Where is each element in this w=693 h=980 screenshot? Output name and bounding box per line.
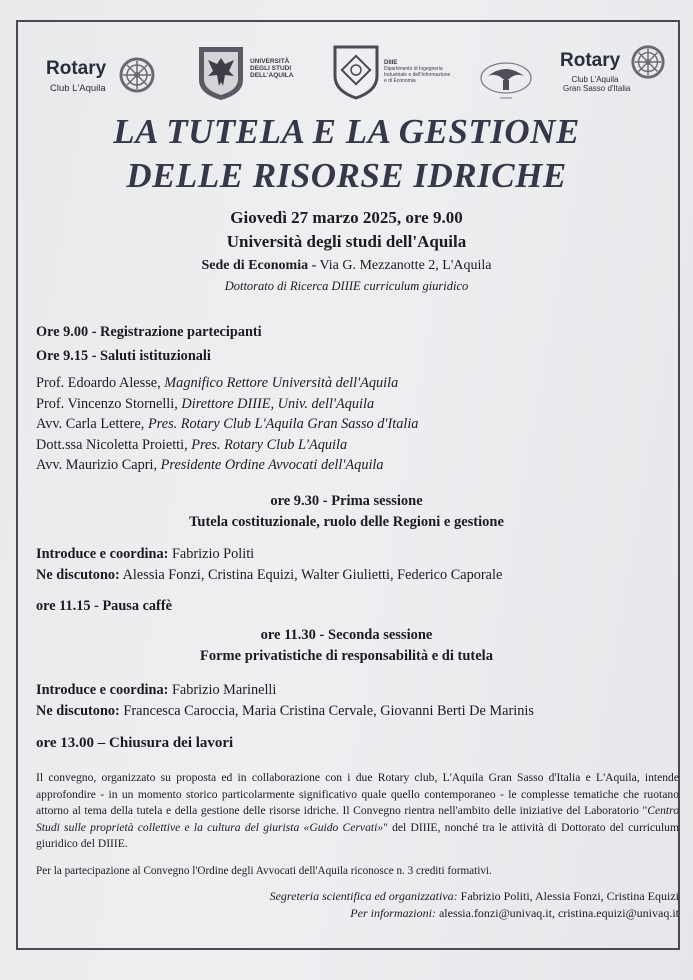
speaker-role: Pres. Rotary Club L'Aquila Gran Sasso d'Italia xyxy=(147,416,419,432)
event-venue xyxy=(0,258,693,274)
session2-title: Forme privatistiche di responsabilità e di tutela xyxy=(200,648,493,664)
speaker-role: Magnifico Rettore Università dell'Aquila xyxy=(164,375,399,391)
speaker-row xyxy=(36,416,418,433)
university-line-1: UNIVERSITÀ xyxy=(250,58,290,65)
rotary-club-laquila-logo xyxy=(46,58,106,80)
coffee-break: ore 11.15 - Pausa caffè xyxy=(36,598,172,614)
speaker-name: Avv. Carla Lettere, xyxy=(36,416,148,432)
info-label: Per informazioni: xyxy=(350,906,436,920)
diiie-line-3: e di Economia xyxy=(384,78,416,84)
rotary-club-name: Club L'Aquila xyxy=(50,83,106,94)
info-emails[interactable]: alessia.fonzi@univaq.it, cristina.equizi@univaq.it xyxy=(435,906,679,920)
speaker-name: Dott.ssa Nicoletta Proietti, xyxy=(36,437,192,453)
secretariat-names: Fabrizio Politi, Alessia Fonzi, Cristina Equizi xyxy=(457,889,679,903)
event-date: Giovedì 27 marzo 2025, ore 9.00 xyxy=(230,208,463,227)
info-line xyxy=(350,906,679,921)
event-title-line-2: DELLE RISORSE IDRICHE xyxy=(126,156,567,195)
laboratory-name: Centro Studi sulle proprietà collettive e la cultura del giurista «Guido Cervati» xyxy=(36,804,679,834)
event-doctorate: Dottorato di Ricerca DIIIE curriculum giuridico xyxy=(224,279,469,293)
closing: ore 13.00 – Chiusura dei lavori xyxy=(36,735,234,751)
session1-moderator xyxy=(36,546,254,563)
session1-time: ore 9.30 - Prima sessione xyxy=(270,493,423,509)
session1-panel xyxy=(36,567,502,584)
speaker-row xyxy=(36,457,384,474)
university-eagle-icon xyxy=(196,44,246,102)
session2-moderator xyxy=(36,682,276,699)
rotary-wheel-right-icon xyxy=(630,44,666,80)
speaker-role: Direttore DIIIE, Univ. dell'Aquila xyxy=(181,396,375,412)
session1-title: Tutela costituzionale, ruolo delle Regioni e gestione xyxy=(189,514,504,530)
speaker-role: Presidente Ordine Avvocati dell'Aquila xyxy=(160,457,384,473)
panel-names: Francesca Caroccia, Maria Cristina Cervale, Giovanni Berti De Marinis xyxy=(119,703,534,719)
rotary-wordmark: Rotary xyxy=(46,58,107,79)
speaker-row xyxy=(36,375,398,392)
panel-label: Ne discutono: xyxy=(36,567,120,583)
diiie-line-1: Dipartimento di Ingegneria xyxy=(384,66,443,72)
description-paragraph xyxy=(36,770,679,853)
event-university: Università degli studi dell'Aquila xyxy=(226,232,467,251)
speaker-name: Prof. Edoardo Alesse, xyxy=(36,375,165,391)
moderator-label: Introduce e coordina: xyxy=(36,546,169,562)
moderator-name: Fabrizio Politi xyxy=(168,546,255,562)
event-title-line-1: LA TUTELA E LA GESTIONE xyxy=(113,112,580,151)
diiie-name: DIIIE xyxy=(384,60,398,66)
moderator-name: Fabrizio Marinelli xyxy=(168,682,277,698)
rotary-gran-sasso-sub-1: Club L'Aquila xyxy=(571,75,619,84)
diiie-shield-icon xyxy=(332,44,380,100)
speaker-name: Avv. Maurizio Capri, xyxy=(36,457,161,473)
description-part-2: " del DIIIE, nonché tra le attività di Dottorato del curriculum giuridico del DIIIE. xyxy=(36,820,679,850)
rotary-wheel-icon xyxy=(118,56,156,94)
venue-address: Via G. Mezzanotte 2, L'Aquila xyxy=(316,258,492,273)
venue-name: Sede di Economia - xyxy=(201,258,317,273)
session2-time: ore 11.30 - Seconda sessione xyxy=(260,627,433,643)
schedule-registration: Ore 9.00 - Registrazione partecipanti xyxy=(36,324,262,340)
bar-association-emblem-icon xyxy=(478,58,534,102)
rotary-gran-sasso-name xyxy=(563,75,631,93)
diiie-line-2: Industriale e dell'Informazione xyxy=(384,72,451,78)
speaker-name: Prof. Vincenzo Stornelli, xyxy=(36,396,182,412)
university-line-3: DELL'AQUILA xyxy=(250,72,294,79)
diiie-text-block xyxy=(384,60,450,84)
credits-note: Per la partecipazione al Convegno l'Ordine degli Avvocati dell'Aquila riconosce n. 3 crediti formativi. xyxy=(36,865,492,877)
rotary-gran-sasso-sub-2: Gran Sasso d'Italia xyxy=(563,84,631,93)
session2-panel xyxy=(36,703,534,720)
secretariat-line xyxy=(270,889,679,904)
schedule-greetings: Ore 9.15 - Saluti istituzionali xyxy=(36,348,211,364)
university-name xyxy=(250,58,293,79)
panel-names: Alessia Fonzi, Cristina Equizi, Walter Giulietti, Federico Caporale xyxy=(119,567,503,583)
speaker-row xyxy=(36,396,374,413)
description-part-1: Il convegno, organizzato su proposta ed in collaborazione con i due Rotary club, L'Aquila Gran Sasso d'Italia e L'Aquila, intende approfondire - in un momento storico particolarmente significativo quale quello contemporaneo - le complesse tematiche che ruotano attorno al tema della tutela e della gestione delle risorse idriche. Il Convegno rientra nell'ambito delle iniziative del Laboratorio " xyxy=(36,771,679,817)
moderator-label: Introduce e coordina: xyxy=(36,682,169,698)
speaker-row xyxy=(36,437,347,454)
secretariat-label: Segreteria scientifica ed organizzativa: xyxy=(269,889,458,903)
rotary-gran-sasso-wordmark: Rotary xyxy=(560,50,621,71)
panel-label: Ne discutono: xyxy=(36,703,120,719)
speaker-role: Pres. Rotary Club L'Aquila xyxy=(191,437,348,453)
university-line-2: DEGLI STUDI xyxy=(250,65,292,72)
